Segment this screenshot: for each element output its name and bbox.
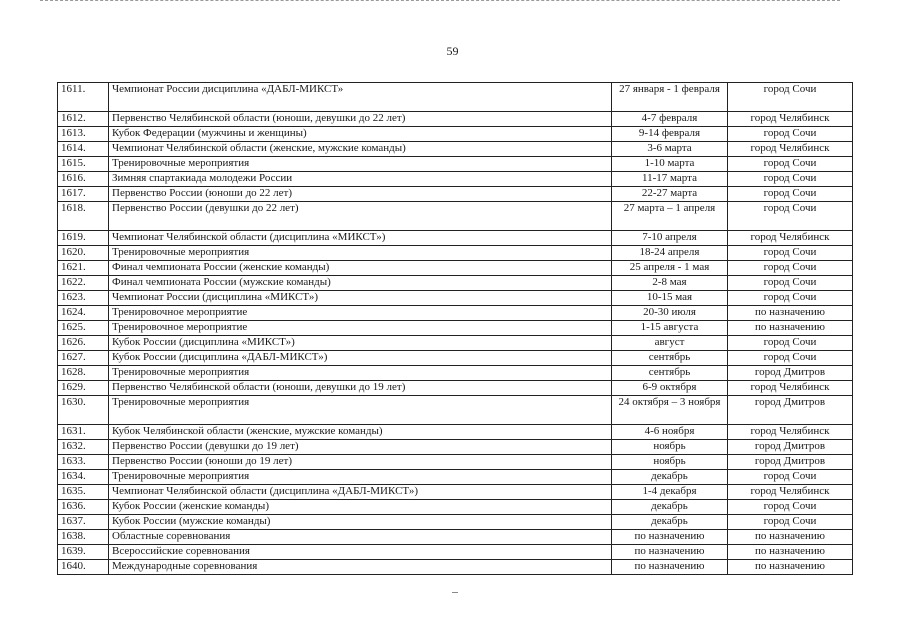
- event-place: по назначению: [728, 545, 853, 560]
- row-number: 1631.: [58, 425, 109, 440]
- event-name: Тренировочное мероприятие: [109, 306, 612, 321]
- event-place: город Челябинск: [728, 381, 853, 396]
- event-name: Первенство России (девушки до 22 лет): [109, 202, 612, 231]
- table-row: [58, 83, 853, 112]
- row-number: 1611.: [58, 83, 109, 112]
- row-number: 1623.: [58, 291, 109, 306]
- row-number: 1636.: [58, 500, 109, 515]
- row-number: 1625.: [58, 321, 109, 336]
- table-row: [58, 425, 853, 440]
- event-name: Кубок Федерации (мужчины и женщины): [109, 127, 612, 142]
- event-name: Тренировочные мероприятия: [109, 157, 612, 172]
- event-name: Финал чемпионата России (мужские команды): [109, 276, 612, 291]
- event-name: Тренировочные мероприятия: [109, 366, 612, 381]
- row-number: 1615.: [58, 157, 109, 172]
- event-date: август: [612, 336, 728, 351]
- event-name: Кубок России (дисциплина «ДАБЛ-МИКСТ»): [109, 351, 612, 366]
- table-row: [58, 515, 853, 530]
- table-row: [58, 500, 853, 515]
- event-place: город Сочи: [728, 291, 853, 306]
- row-number: 1612.: [58, 112, 109, 127]
- table-row: [58, 231, 853, 246]
- table-row: [58, 157, 853, 172]
- event-name: Чемпионат Челябинской области (дисциплина «ДАБЛ-МИКСТ»): [109, 485, 612, 500]
- event-name: Чемпионат России дисциплина «ДАБЛ-МИКСТ»: [109, 83, 612, 112]
- event-place: город Сочи: [728, 187, 853, 202]
- event-place: город Сочи: [728, 157, 853, 172]
- table-row: [58, 336, 853, 351]
- event-place: город Сочи: [728, 276, 853, 291]
- table-row: [58, 545, 853, 560]
- event-date: сентябрь: [612, 366, 728, 381]
- row-number: 1614.: [58, 142, 109, 157]
- event-place: город Сочи: [728, 127, 853, 142]
- table-row: [58, 291, 853, 306]
- table-row: [58, 261, 853, 276]
- event-date: 10-15 мая: [612, 291, 728, 306]
- event-date: сентябрь: [612, 351, 728, 366]
- table-row: [58, 112, 853, 127]
- table-row: [58, 560, 853, 575]
- scan-mark: [452, 592, 458, 593]
- event-name: Кубок России (женские команды): [109, 500, 612, 515]
- table-row: [58, 187, 853, 202]
- event-name: Областные соревнования: [109, 530, 612, 545]
- table-row: [58, 530, 853, 545]
- row-number: 1618.: [58, 202, 109, 231]
- row-number: 1624.: [58, 306, 109, 321]
- event-date: 27 января - 1 февраля: [612, 83, 728, 112]
- event-name: Первенство России (юноши до 22 лет): [109, 187, 612, 202]
- event-place: город Челябинск: [728, 485, 853, 500]
- event-place: по назначению: [728, 560, 853, 575]
- row-number: 1640.: [58, 560, 109, 575]
- event-name: Чемпионат Челябинской области (женские, мужские команды): [109, 142, 612, 157]
- event-date: 27 марта – 1 апреля: [612, 202, 728, 231]
- event-name: Тренировочные мероприятия: [109, 396, 612, 425]
- event-name: Первенство России (девушки до 19 лет): [109, 440, 612, 455]
- table-row: [58, 485, 853, 500]
- row-number: 1635.: [58, 485, 109, 500]
- table-row: [58, 127, 853, 142]
- event-date: ноябрь: [612, 455, 728, 470]
- row-number: 1617.: [58, 187, 109, 202]
- event-name: Первенство Челябинской области (юноши, девушки до 19 лет): [109, 381, 612, 396]
- event-name: Кубок России (мужские команды): [109, 515, 612, 530]
- row-number: 1613.: [58, 127, 109, 142]
- table-row: [58, 202, 853, 231]
- event-place: город Сочи: [728, 500, 853, 515]
- event-date: декабрь: [612, 500, 728, 515]
- table-row: [58, 440, 853, 455]
- event-date: 4-6 ноября: [612, 425, 728, 440]
- event-name: Кубок Челябинской области (женские, мужские команды): [109, 425, 612, 440]
- event-name: Зимняя спартакиада молодежи России: [109, 172, 612, 187]
- event-place: город Сочи: [728, 351, 853, 366]
- event-place: город Дмитров: [728, 366, 853, 381]
- event-place: город Челябинск: [728, 142, 853, 157]
- event-place: город Дмитров: [728, 440, 853, 455]
- row-number: 1620.: [58, 246, 109, 261]
- event-date: 6-9 октября: [612, 381, 728, 396]
- event-name: Первенство России (юноши до 19 лет): [109, 455, 612, 470]
- event-place: город Сочи: [728, 261, 853, 276]
- table-row: [58, 381, 853, 396]
- event-place: по назначению: [728, 530, 853, 545]
- event-name: Первенство Челябинской области (юноши, девушки до 22 лет): [109, 112, 612, 127]
- events-table: [57, 82, 853, 575]
- event-place: город Сочи: [728, 83, 853, 112]
- page-number: 59: [446, 44, 459, 58]
- event-name: Кубок России (дисциплина «МИКСТ»): [109, 336, 612, 351]
- event-place: по назначению: [728, 306, 853, 321]
- event-place: город Сочи: [728, 336, 853, 351]
- event-date: 4-7 февраля: [612, 112, 728, 127]
- event-name: Тренировочное мероприятие: [109, 321, 612, 336]
- event-date: 7-10 апреля: [612, 231, 728, 246]
- event-date: 1-10 марта: [612, 157, 728, 172]
- row-number: 1622.: [58, 276, 109, 291]
- event-place: город Сочи: [728, 246, 853, 261]
- event-date: декабрь: [612, 515, 728, 530]
- event-place: город Сочи: [728, 515, 853, 530]
- row-number: 1626.: [58, 336, 109, 351]
- table-row: [58, 276, 853, 291]
- event-date: по назначению: [612, 545, 728, 560]
- row-number: 1637.: [58, 515, 109, 530]
- event-place: город Сочи: [728, 470, 853, 485]
- event-date: 24 октября – 3 ноября: [612, 396, 728, 425]
- table-row: [58, 470, 853, 485]
- event-name: Чемпионат России (дисциплина «МИКСТ»): [109, 291, 612, 306]
- event-place: город Дмитров: [728, 396, 853, 425]
- event-name: Тренировочные мероприятия: [109, 246, 612, 261]
- event-date: 22-27 марта: [612, 187, 728, 202]
- event-place: город Сочи: [728, 202, 853, 231]
- event-place: по назначению: [728, 321, 853, 336]
- table-row: [58, 142, 853, 157]
- row-number: 1638.: [58, 530, 109, 545]
- table-row: [58, 351, 853, 366]
- event-place: город Челябинск: [728, 425, 853, 440]
- row-number: 1629.: [58, 381, 109, 396]
- row-number: 1634.: [58, 470, 109, 485]
- table-row: [58, 366, 853, 381]
- row-number: 1633.: [58, 455, 109, 470]
- row-number: 1616.: [58, 172, 109, 187]
- event-date: 3-6 марта: [612, 142, 728, 157]
- event-date: ноябрь: [612, 440, 728, 455]
- event-date: 1-15 августа: [612, 321, 728, 336]
- event-name: Чемпионат Челябинской области (дисциплина «МИКСТ»): [109, 231, 612, 246]
- table-row: [58, 246, 853, 261]
- event-name: Международные соревнования: [109, 560, 612, 575]
- table-row: [58, 306, 853, 321]
- event-place: город Сочи: [728, 172, 853, 187]
- row-number: 1639.: [58, 545, 109, 560]
- event-date: 25 апреля - 1 мая: [612, 261, 728, 276]
- row-number: 1628.: [58, 366, 109, 381]
- event-place: город Челябинск: [728, 112, 853, 127]
- event-place: город Челябинск: [728, 231, 853, 246]
- event-date: 1-4 декабря: [612, 485, 728, 500]
- event-date: по назначению: [612, 530, 728, 545]
- event-name: Финал чемпионата России (женские команды): [109, 261, 612, 276]
- event-date: 11-17 марта: [612, 172, 728, 187]
- row-number: 1619.: [58, 231, 109, 246]
- row-number: 1630.: [58, 396, 109, 425]
- table-row: [58, 172, 853, 187]
- top-scan-rule: [40, 0, 840, 1]
- event-date: 20-30 июля: [612, 306, 728, 321]
- event-date: 2-8 мая: [612, 276, 728, 291]
- event-place: город Дмитров: [728, 455, 853, 470]
- event-date: 18-24 апреля: [612, 246, 728, 261]
- row-number: 1627.: [58, 351, 109, 366]
- table-row: [58, 455, 853, 470]
- event-name: Всероссийские соревнования: [109, 545, 612, 560]
- row-number: 1632.: [58, 440, 109, 455]
- event-name: Тренировочные мероприятия: [109, 470, 612, 485]
- event-date: по назначению: [612, 560, 728, 575]
- row-number: 1621.: [58, 261, 109, 276]
- event-date: декабрь: [612, 470, 728, 485]
- event-date: 9-14 февраля: [612, 127, 728, 142]
- table-row: [58, 396, 853, 425]
- table-row: [58, 321, 853, 336]
